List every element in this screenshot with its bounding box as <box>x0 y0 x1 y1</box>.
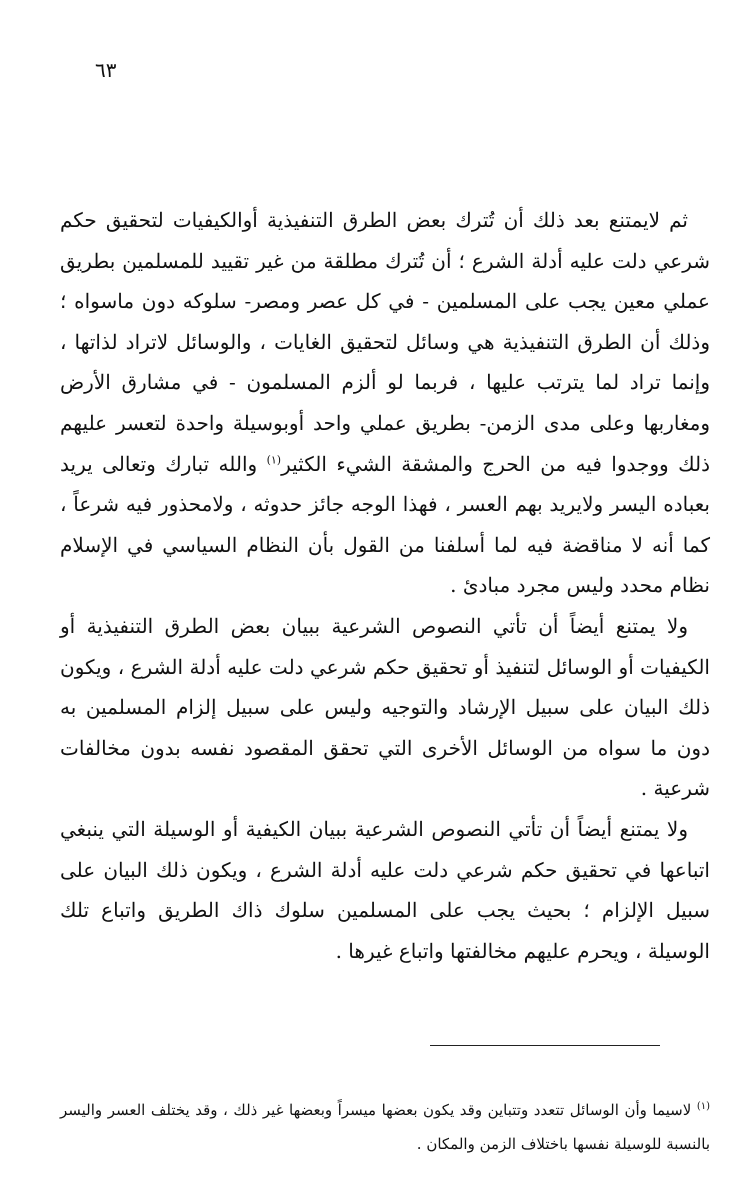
paragraph-1-text: ثم لايمتنع بعد ذلك أن تُترك بعض الطرق التنفيذية أوالكيفيات لتحقيق حكم شرعي دلت عليه أدلة الشرع ؛ أن تُترك مطلقة من غير تقييد للمسلمين بطريق عملي معين يجب على المسلمين - في كل عصر ومصر- سلوكه دون ماسواه ؛ وذلك أن الطرق التنفيذية هي وسائل لتحقيق الغايات ، والوسائل لاتراد لذاتها ، وإنما تراد لما يترتب عليها ، فربما لو ألزم المسلمون - في مشارق الأرض ومغاربها وعلى مدى الزمن- بطريق عملي واحد أوبوسيلة واحدة لتعسر عليهم ذلك ووجدوا فيه من الحرج والمشقة الشيء الكثير <box>60 208 710 476</box>
paragraph-3: ولا يمتنع أيضاً أن تأتي النصوص الشرعية ببيان الكيفية أو الوسيلة التي ينبغي اتباعها في تحقيق حكم شرعي دلت عليه أدلة الشرع ، ويكون ذلك البيان على سبيل الإلزام ؛ بحيث يجب على المسلمين سلوك ذاك الطريق واتباع تلك الوسيلة ، ويحرم عليهم مخالفتها واتباع غيرها . <box>60 816 710 963</box>
footnote-reference: (١) <box>266 452 282 466</box>
main-text <box>60 200 710 971</box>
page-number: ٦٣ <box>95 58 117 82</box>
footnote-separator <box>430 1045 660 1046</box>
footnote-mark: (١) <box>696 1101 710 1112</box>
footnote-text: لاسيما وأن الوسائل تتعدد وتتباين وقد يكون بعضها ميسراً وبعضها غير ذلك ، وقد يختلف العسر واليسر بالنسبة للوسيلة نفسها باختلاف الزمن والمكان . <box>60 1101 710 1153</box>
paragraph-2: ولا يمتنع أيضاً أن تأتي النصوص الشرعية ببيان بعض الطرق التنفيذية أو الكيفيات أو الوسائل لتنفيذ أو تحقيق حكم شرعي دلت عليه أدلة الشرع ، ويكون ذلك البيان على سبيل الإرشاد والتوجيه وليس على سبيل إلزام المسلمين به دون ما سواه من الوسائل الأخرى التي تحقق المقصود نفسه بدون مخالفات شرعية . <box>60 613 710 801</box>
paragraph-1-continuation: والله تبارك وتعالى يريد بعباده اليسر ولايريد بهم العسر ، فهذا الوجه جائز حدوثه ، ولامحذور فيه شرعاً ، كما أنه لا مناقضة فيه لما أسلفنا من القول بأن النظام السياسي في الإسلام نظام محدد وليس مجرد مبادئ . <box>60 451 710 598</box>
paragraph-1 <box>60 200 710 606</box>
footnote <box>60 1093 710 1161</box>
